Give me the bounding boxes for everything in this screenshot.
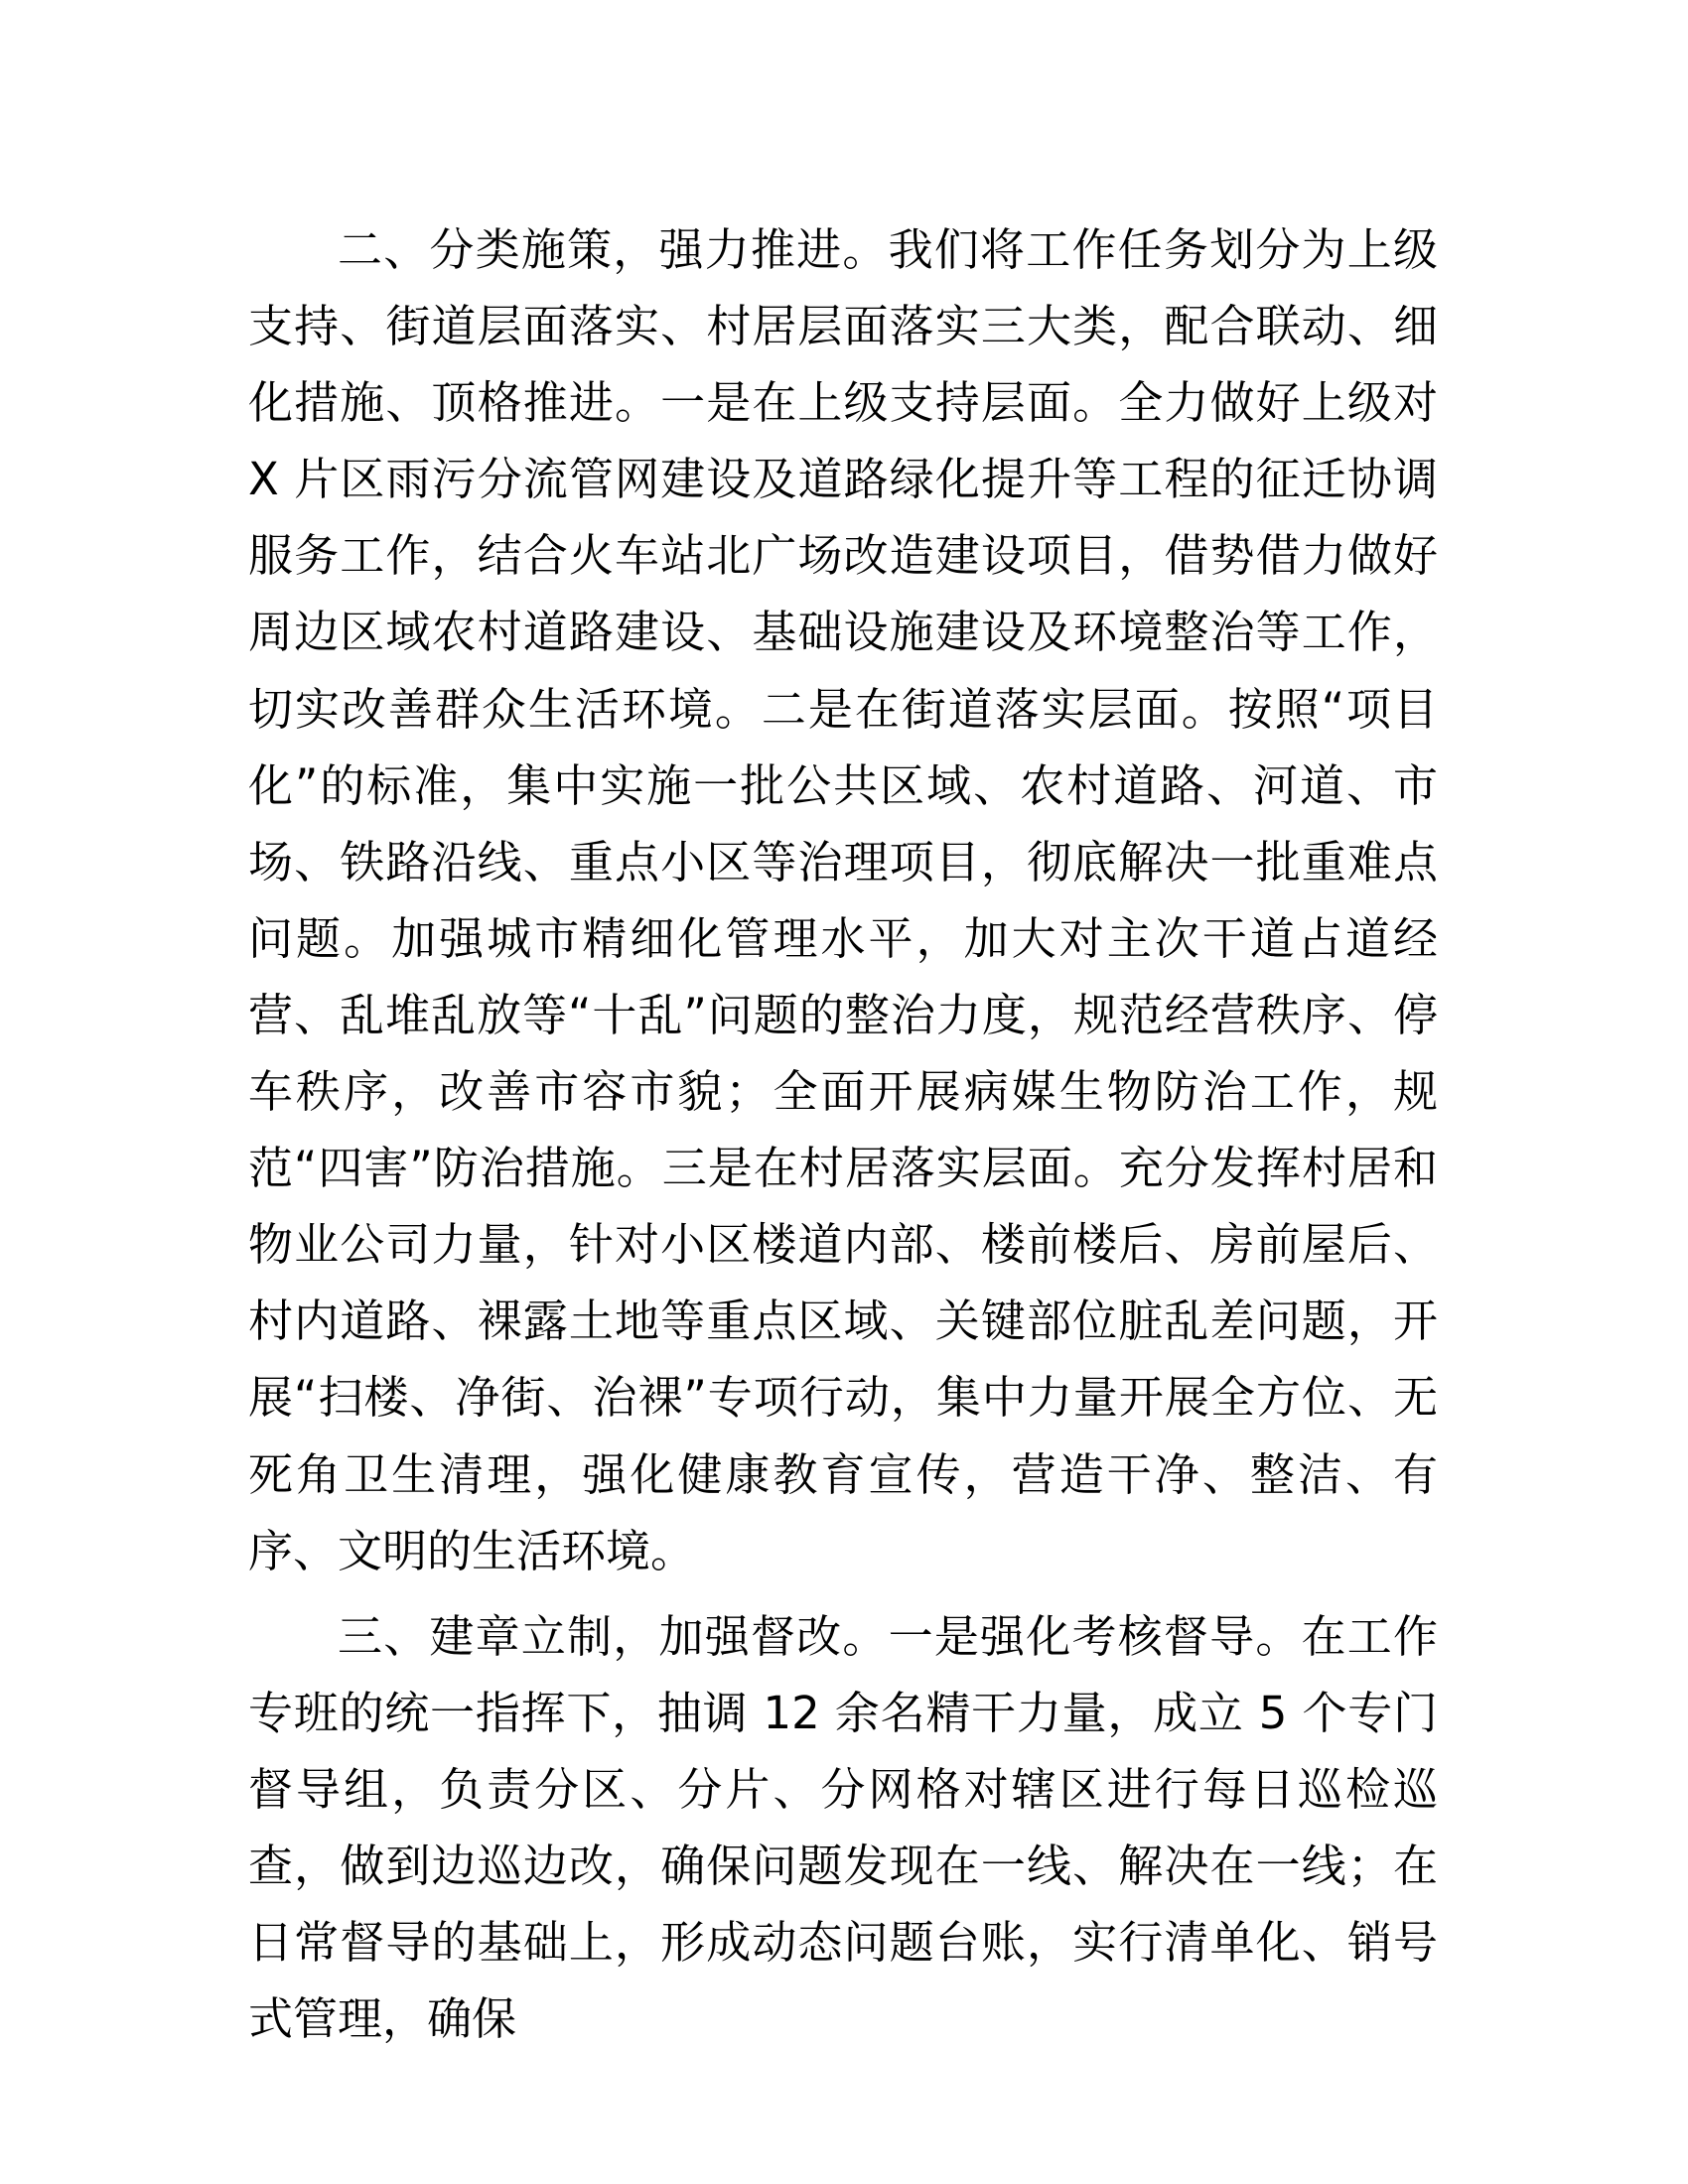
paragraph-rules-supervision: 三、建章立制，加强督改。一是强化考核督导。在工作专班的统一指挥下，抽调 12 余名精干力量，成立 5 个专门督导组，负责分区、分片、分网格对辖区进行每日巡检巡查，做到边巡边改，确保问题发现在一线、解决在一线；在日常督导的基础上，形成动态问题台账，实行清单化、销号式管理，确保 — [248, 1609, 1438, 2046]
document-body — [248, 211, 1438, 2057]
paragraph-classified-measures: 二、分类施策，强力推进。我们将工作任务划分为上级支持、街道层面落实、村居层面落实三大类，配合联动、细化措施、顶格推进。一是在上级支持层面。全力做好上级对 X 片区雨污分流管网建设及道路绿化提升等工程的征迁协调服务工作，结合火车站北广场改造建设项目，借势借力做好周边区域农村道路建设、基础设施建设及环境整治等工作，切实改善群众生活环境。二是在街道落实层面。按照“项目化”的标准，集中实施一批公共区域、农村道路、河道、市场、铁路沿线、重点小区等治理项目，彻底解决一批重难点问题。加强城市精细化管理水平，加大对主次干道占道经营、乱堆乱放等“十乱”问题的整治力度，规范经营秩序、停车秩序，改善市容市貌；全面开展病媒生物防治工作，规范“四害”防治措施。三是在村居落实层面。充分发挥村居和物业公司力量，针对小区楼道内部、楼前楼后、房前屋后、村内道路、裸露土地等重点区域、关键部位脏乱差问题，开展“扫楼、净街、治裸”专项行动，集中力量开展全方位、无死角卫生清理，强化健康教育宣传，营造干净、整洁、有序、文明的生活环境。 — [248, 223, 1438, 1577]
